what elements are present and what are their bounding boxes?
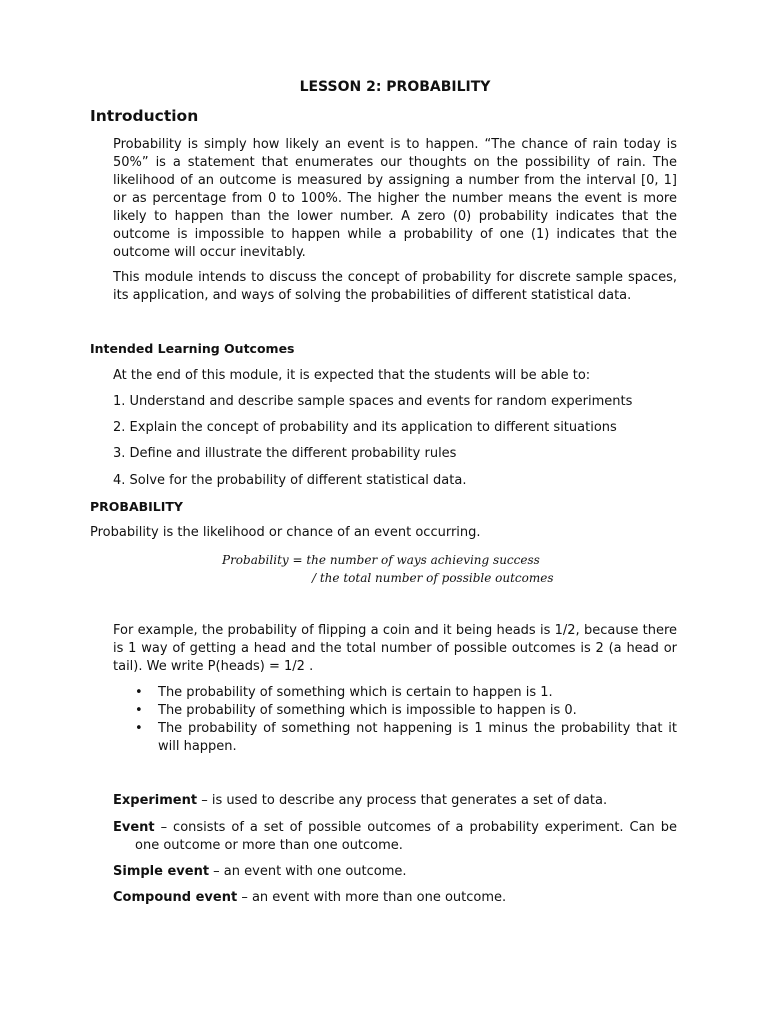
introduction-heading: Introduction — [90, 107, 199, 125]
definition-term: Simple event — [113, 864, 210, 879]
definition-term: Compound event — [113, 890, 238, 905]
formula-line-1: Probability = the number of ways achieving success — [222, 553, 540, 567]
bullet-icon: • — [135, 703, 143, 718]
bullet-icon: • — [135, 685, 143, 700]
probability-definition: Probability is the likelihood or chance of an event occurring. — [90, 525, 481, 540]
definition-term: Experiment — [113, 793, 198, 808]
learning-outcomes-intro: At the end of this module, it is expected that the students will be able to: — [113, 368, 591, 383]
definition-simple-event: Simple event – an event with one outcome. — [113, 864, 407, 879]
formula-line-2: / the total number of possible outcomes — [312, 571, 554, 585]
definition-term: Event — [113, 820, 155, 835]
probability-facts-list — [135, 684, 677, 756]
learning-outcome-item: 3. Define and illustrate the different probability rules — [113, 446, 457, 461]
page-title: LESSON 2: PROBABILITY — [299, 79, 491, 95]
list-item: • The probability of something not happening is 1 minus the probability that it will happen. — [135, 721, 677, 754]
introduction-paragraph-1: Probability is simply how likely an event is to happen. “The chance of rain today is 50%” is a statement that enumerates our thoughts on the possibility of rain. The likelihood of an outcome is measured by assigning a number from the interval [0, 1] or as percentage from 0 to 100%. The higher the number means the event is more likely to happen than the lower number. A zero (0) probability indicates that the outcome is impossible to happen while a probability of one (1) indicates that the outcome will occur inevitably. — [113, 137, 677, 260]
probability-heading: PROBABILITY — [90, 499, 183, 514]
list-item: • The probability of something which is impossible to happen is 0. — [135, 703, 577, 718]
definition-experiment: Experiment – is used to describe any process that generates a set of data. — [113, 793, 608, 808]
list-item: • The probability of something which is certain to happen is 1. — [135, 685, 553, 700]
learning-outcomes-heading: Intended Learning Outcomes — [90, 341, 295, 356]
learning-outcome-item: 2. Explain the concept of probability and its application to different situations — [113, 420, 617, 435]
learning-outcome-item: 4. Solve for the probability of different statistical data. — [113, 473, 467, 488]
introduction-paragraph-2: This module intends to discuss the concept of probability for discrete sample spaces, its application, and ways of solving the probabilities of different statistical data. — [113, 270, 677, 303]
coin-example-paragraph: For example, the probability of flipping a coin and it being heads is 1/2, because there is 1 way of getting a head and the total number of possible outcomes is 2 (a head or tail). We write P(heads) = 1/2 . — [113, 623, 677, 674]
definition-event: Event – consists of a set of possible outcomes of a probability experiment. Can be one outcome or more than one outcome. — [113, 820, 677, 853]
learning-outcome-item: 1. Understand and describe sample spaces and events for random experiments — [113, 394, 633, 409]
bullet-icon: • — [135, 721, 143, 736]
definition-compound-event: Compound event – an event with more than one outcome. — [113, 890, 507, 905]
